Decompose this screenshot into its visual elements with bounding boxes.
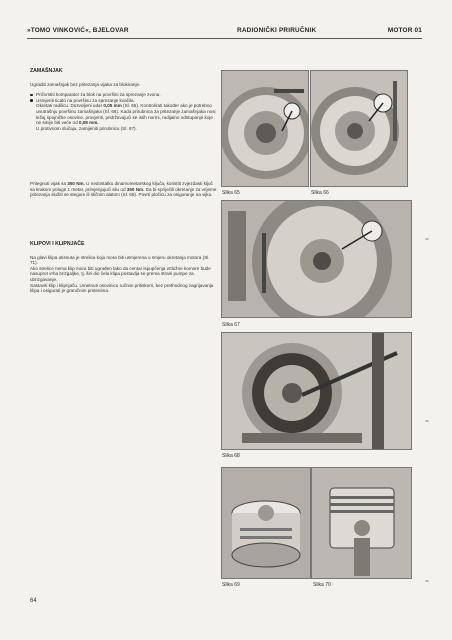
- photo-slika-70: [311, 467, 412, 579]
- header-rule: [27, 38, 422, 39]
- photo-slika-68: [221, 332, 412, 450]
- photo-slika-69: [221, 467, 311, 579]
- caption-slika-68: Slika 68: [222, 453, 240, 459]
- flywheel-paragraph-1: Okretati radilicu. Dozvoljeni udar 0,05 mm (Sl. 65). Kontrolirati također ako je potrebno unutrašnju površinu zamašnjaka (Sl. 66). Kada prirubnica za pritezanje zamašnjaka nosi ležaj spojničke osovine, provjeriti, pridržavajući se istih normi, radijalno odstupanje koje ne smije biti veće od 0,08 mm. U protivnom slučaju, zamijeniti prirubnicu (Sl. 67).: [36, 103, 216, 131]
- caption-slika-65: Slika 65: [222, 190, 240, 196]
- section-title-pistons: KLIPOVI I KLIPNJAČE: [30, 241, 85, 247]
- caption-slika-67: Slika 67: [222, 322, 240, 328]
- binding-hole-mark: [425, 580, 429, 582]
- photo-slika-66: [310, 70, 408, 187]
- caption-slika-70: Slika 70: [313, 582, 331, 588]
- flywheel-paragraph-2: Pritegnuti vijak sa 350 Nm. U nedostatku dinamometarskog ključa, koristiti zvjezdasti ključ sa krakom poluge 1 metar, primjenjujući silu od 350 Nm. Da bi spriječili okretanje za vrijeme pritezanja služiti se stegom ili sličnim alatom (Sl. 68). Povrti pločicu za osiguranje na vijku.: [30, 181, 217, 198]
- caption-slika-66: Slika 66: [311, 190, 329, 196]
- flywheel-intro: Ugraditi zamašnjak bez pritezanja vijaka za blokiranje.: [30, 81, 141, 87]
- photo-slika-67: [221, 200, 412, 318]
- pistons-paragraph-2: Ako strelice nema klip mora biti ugrađen tako da centar ispupčenja vrtložne komore bude nasuprot vrha brizgaljke, tj. širi dio čela klipa postavlja se prema strani pumpe za ubrizgavanje.: [30, 265, 211, 282]
- header-publisher: »TOMO VINKOVIĆ«, BJELOVAR: [27, 27, 129, 34]
- section-pistons: [30, 242, 218, 294]
- pistons-paragraph-1: Na glavi klipa utisnuta je strelica koja mora biti usmjerena u smjeru okretanja motora (Sl. 71).: [30, 254, 210, 266]
- page-header: [27, 27, 422, 37]
- section-flywheel: [30, 69, 218, 131]
- flywheel-bullet-2: Usmjeriti ticalo na površinu za sprezanje kvačila.: [30, 98, 218, 104]
- binding-hole-mark: [425, 420, 429, 422]
- section-title-flywheel: ZAMAŠNJAK: [30, 68, 63, 74]
- caption-slika-69: Slika 69: [222, 582, 240, 588]
- header-title: RADIONIČKI PRIRUČNIK: [237, 27, 317, 34]
- pistons-paragraph-3: Sastaviti klip i klipnjaču. Umetnuti osovinicu ručnim pritiskom, bez prethodnog zagrijavanja klipa i osigurati je graničnim prstenima.: [30, 282, 214, 294]
- binding-hole-mark: [425, 238, 429, 240]
- page-number: 64: [30, 598, 37, 604]
- photo-slika-65: [221, 70, 309, 187]
- flywheel-bullet-1: Pričvrstiti komparator za blok na površini za sprezanje zvona.: [30, 92, 218, 98]
- header-section: MOTOR 01: [387, 27, 422, 34]
